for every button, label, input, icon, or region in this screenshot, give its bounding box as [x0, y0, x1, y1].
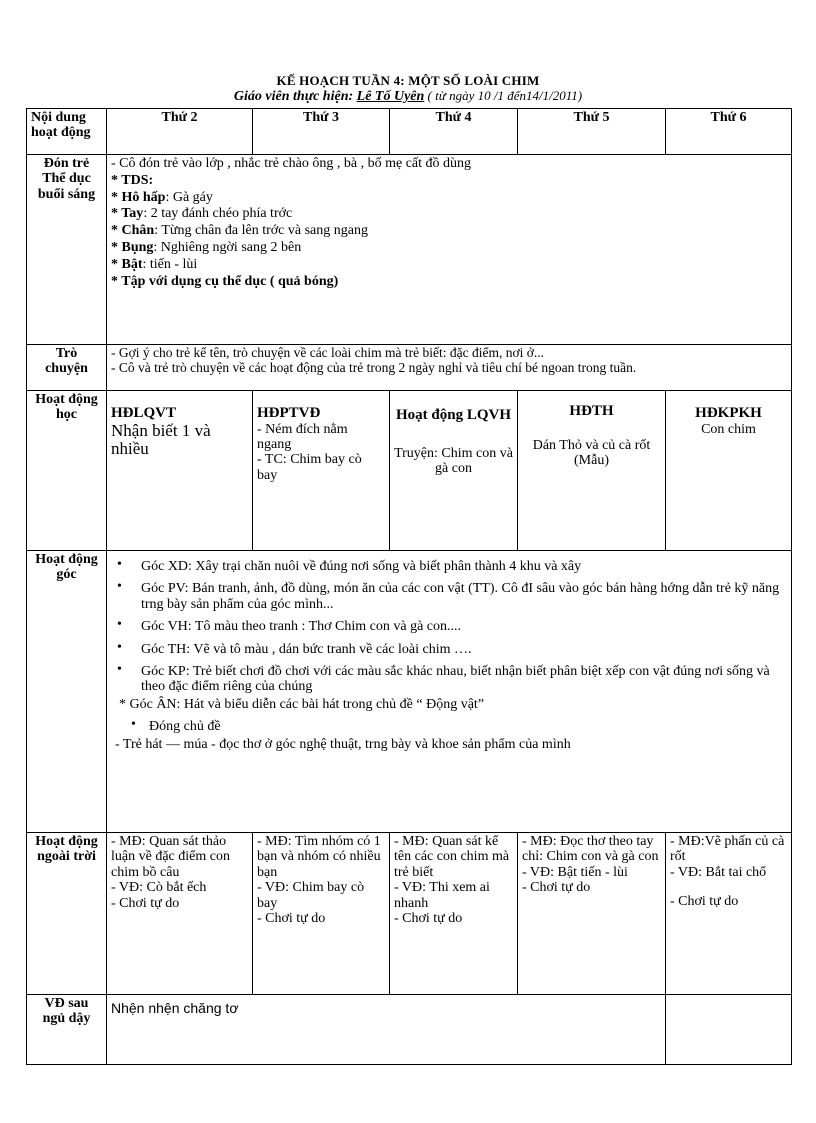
- corners-closing: - Trẻ hát — múa - đọc thơ ở góc nghệ thuật, trng bày và khoe sản phẩm của mình: [115, 736, 571, 752]
- morning-content: [107, 155, 792, 345]
- outdoor-thu: - MĐ: Đọc thơ theo tay chỉ: Chim con và gà con - VĐ: Bật tiến - lùi - Chơi tự do: [518, 833, 666, 995]
- col-header-mon: Thứ 2: [107, 109, 253, 155]
- col-header-content: Nội dung hoạt động: [27, 109, 107, 155]
- outdoor-fri: - MĐ:Vẽ phấn củ cà rốt - VĐ: Bắt tai chổ - Chơi tự do: [666, 833, 792, 995]
- page-title: KẾ HOẠCH TUẦN 4: MỘT SỐ LOÀI CHIM: [276, 73, 540, 88]
- teacher-prefix: Giáo viên thực hiện:: [233, 89, 357, 104]
- morning-row: [27, 155, 792, 345]
- afternoon-content: Nhện nhện chăng tơ: [107, 995, 666, 1065]
- bullet-icon: •: [117, 639, 122, 655]
- afternoon-label: VĐ sau ngủ dậy: [27, 995, 107, 1065]
- list-item: • Đóng chủ đề: [131, 717, 221, 735]
- teacher-name: Lê Tố Uyên: [356, 89, 425, 104]
- corners-an: * Góc ÂN: Hát và biểu diễn các bài hát trong chủ đề “ Động vật”: [119, 696, 485, 712]
- list-item: • Góc KP: Trẻ biết chơi đồ chơi với các màu sắc khác nhau, biết nhận biết phân biệt xếp con vật đúng nơi sống và theo đặc điểm riêng của chúng: [117, 661, 770, 695]
- morning-item: * Bụng: Nghiêng ngời sang 2 bên: [111, 239, 302, 255]
- list-item: • Góc TH: Vẽ và tô màu , dán bức tranh về các loài chim ….: [117, 639, 472, 657]
- bullet-icon: •: [117, 557, 122, 572]
- corners-row: [27, 551, 792, 833]
- learning-row: [27, 391, 792, 551]
- outdoor-mon: - MĐ: Quan sát thảo luận về đặc điểm con chim bồ câu - VĐ: Cò bắt ếch - Chơi tự do: [107, 833, 253, 995]
- learning-fri: HĐKPKH Con chim: [666, 391, 792, 551]
- morning-item: * Tay: 2 tay đánh chéo phía trớc: [111, 206, 293, 222]
- talk-row: [27, 345, 792, 391]
- morning-label: Đón trẻ Thể dục buổi sáng: [27, 155, 107, 345]
- page-subtitle: [0, 88, 816, 105]
- learning-thu: HĐTH Dán Thỏ và củ cà rốt (Mẫu): [518, 391, 666, 551]
- corners-label: Hoạt động góc: [27, 551, 107, 833]
- bullet-icon: •: [117, 661, 122, 677]
- outdoor-label: Hoạt động ngoài trời: [27, 833, 107, 995]
- bullet-icon: •: [131, 717, 136, 733]
- col-header-wed: Thứ 4: [390, 109, 518, 155]
- learning-label: Hoạt động học: [27, 391, 107, 551]
- col-header-tue: Thứ 3: [253, 109, 390, 155]
- talk-content: [107, 345, 792, 391]
- talk-label: Trò chuyện: [27, 345, 107, 391]
- afternoon-row: [27, 995, 792, 1065]
- morning-equipment: * Tập với dụng cụ thể dục ( quả bóng): [111, 273, 339, 289]
- morning-item: * Hô hấp: Gà gáy: [111, 189, 213, 205]
- learning-mon: HĐLQVT Nhận biết 1 và nhiều: [107, 391, 253, 551]
- learning-tue: HĐPTVĐ - Ném đích nằm ngang - TC: Chim bay cò bay: [253, 391, 390, 551]
- col-header-thu: Thứ 5: [518, 109, 666, 155]
- date-range: ( từ ngày 10 /1 đến14/1/2011): [424, 88, 583, 103]
- outdoor-tue: - MĐ: Tìm nhóm có 1 bạn và nhóm có nhiều bạn - VĐ: Chim bay cò bay - Chơi tự do: [253, 833, 390, 995]
- col-header-fri: Thứ 6: [666, 109, 792, 155]
- morning-intro: - Cô đón trẻ vào lớp , nhắc trẻ chào ông , bà , bố mẹ cất đồ dùng: [111, 156, 472, 171]
- outdoor-wed: - MĐ: Quan sát kể tên các con chim mà trẻ biết - VĐ: Thi xem ai nhanh - Chơi tự do: [390, 833, 518, 995]
- list-item: • Góc VH: Tô màu theo tranh : Thơ Chim con và gà con....: [117, 617, 462, 635]
- morning-tds: * TDS:: [111, 172, 154, 188]
- outdoor-row: [27, 833, 792, 995]
- bullet-icon: •: [117, 579, 122, 595]
- afternoon-empty: [666, 995, 792, 1065]
- morning-item: * Chân: Từng chân đa lên trớc và sang ngang: [111, 223, 368, 239]
- header-row: [27, 109, 792, 155]
- weekly-plan-table: [26, 108, 792, 1065]
- list-item: • Góc PV: Bán tranh, ảnh, đồ dùng, món ăn của các con vật (TT). Cô đI sâu vào góc bán hàng hớng dẫn trẻ kỹ năng trng bày sản phẩm của góc mình...: [117, 579, 780, 612]
- bullet-icon: •: [117, 617, 122, 633]
- learning-wed: Hoạt động LQVH Truyện: Chim con và gà con: [390, 391, 518, 551]
- talk-line: - Gợi ý cho trẻ kể tên, trò chuyện về các loài chim mà trẻ biết: đặc điểm, nơi ở...: [111, 345, 545, 360]
- list-item: • Góc XD: Xây trại chăn nuôi về đúng nơi sống và biết phân thành 4 khu và xây: [117, 557, 582, 574]
- corners-content: [107, 551, 792, 833]
- talk-line: - Cô và trẻ trò chuyện về các hoạt động của trẻ trong 2 ngày nghỉ và tiêu chí bé ngoan trong tuần.: [111, 359, 637, 375]
- morning-item: * Bật: tiến - lùi: [111, 256, 198, 272]
